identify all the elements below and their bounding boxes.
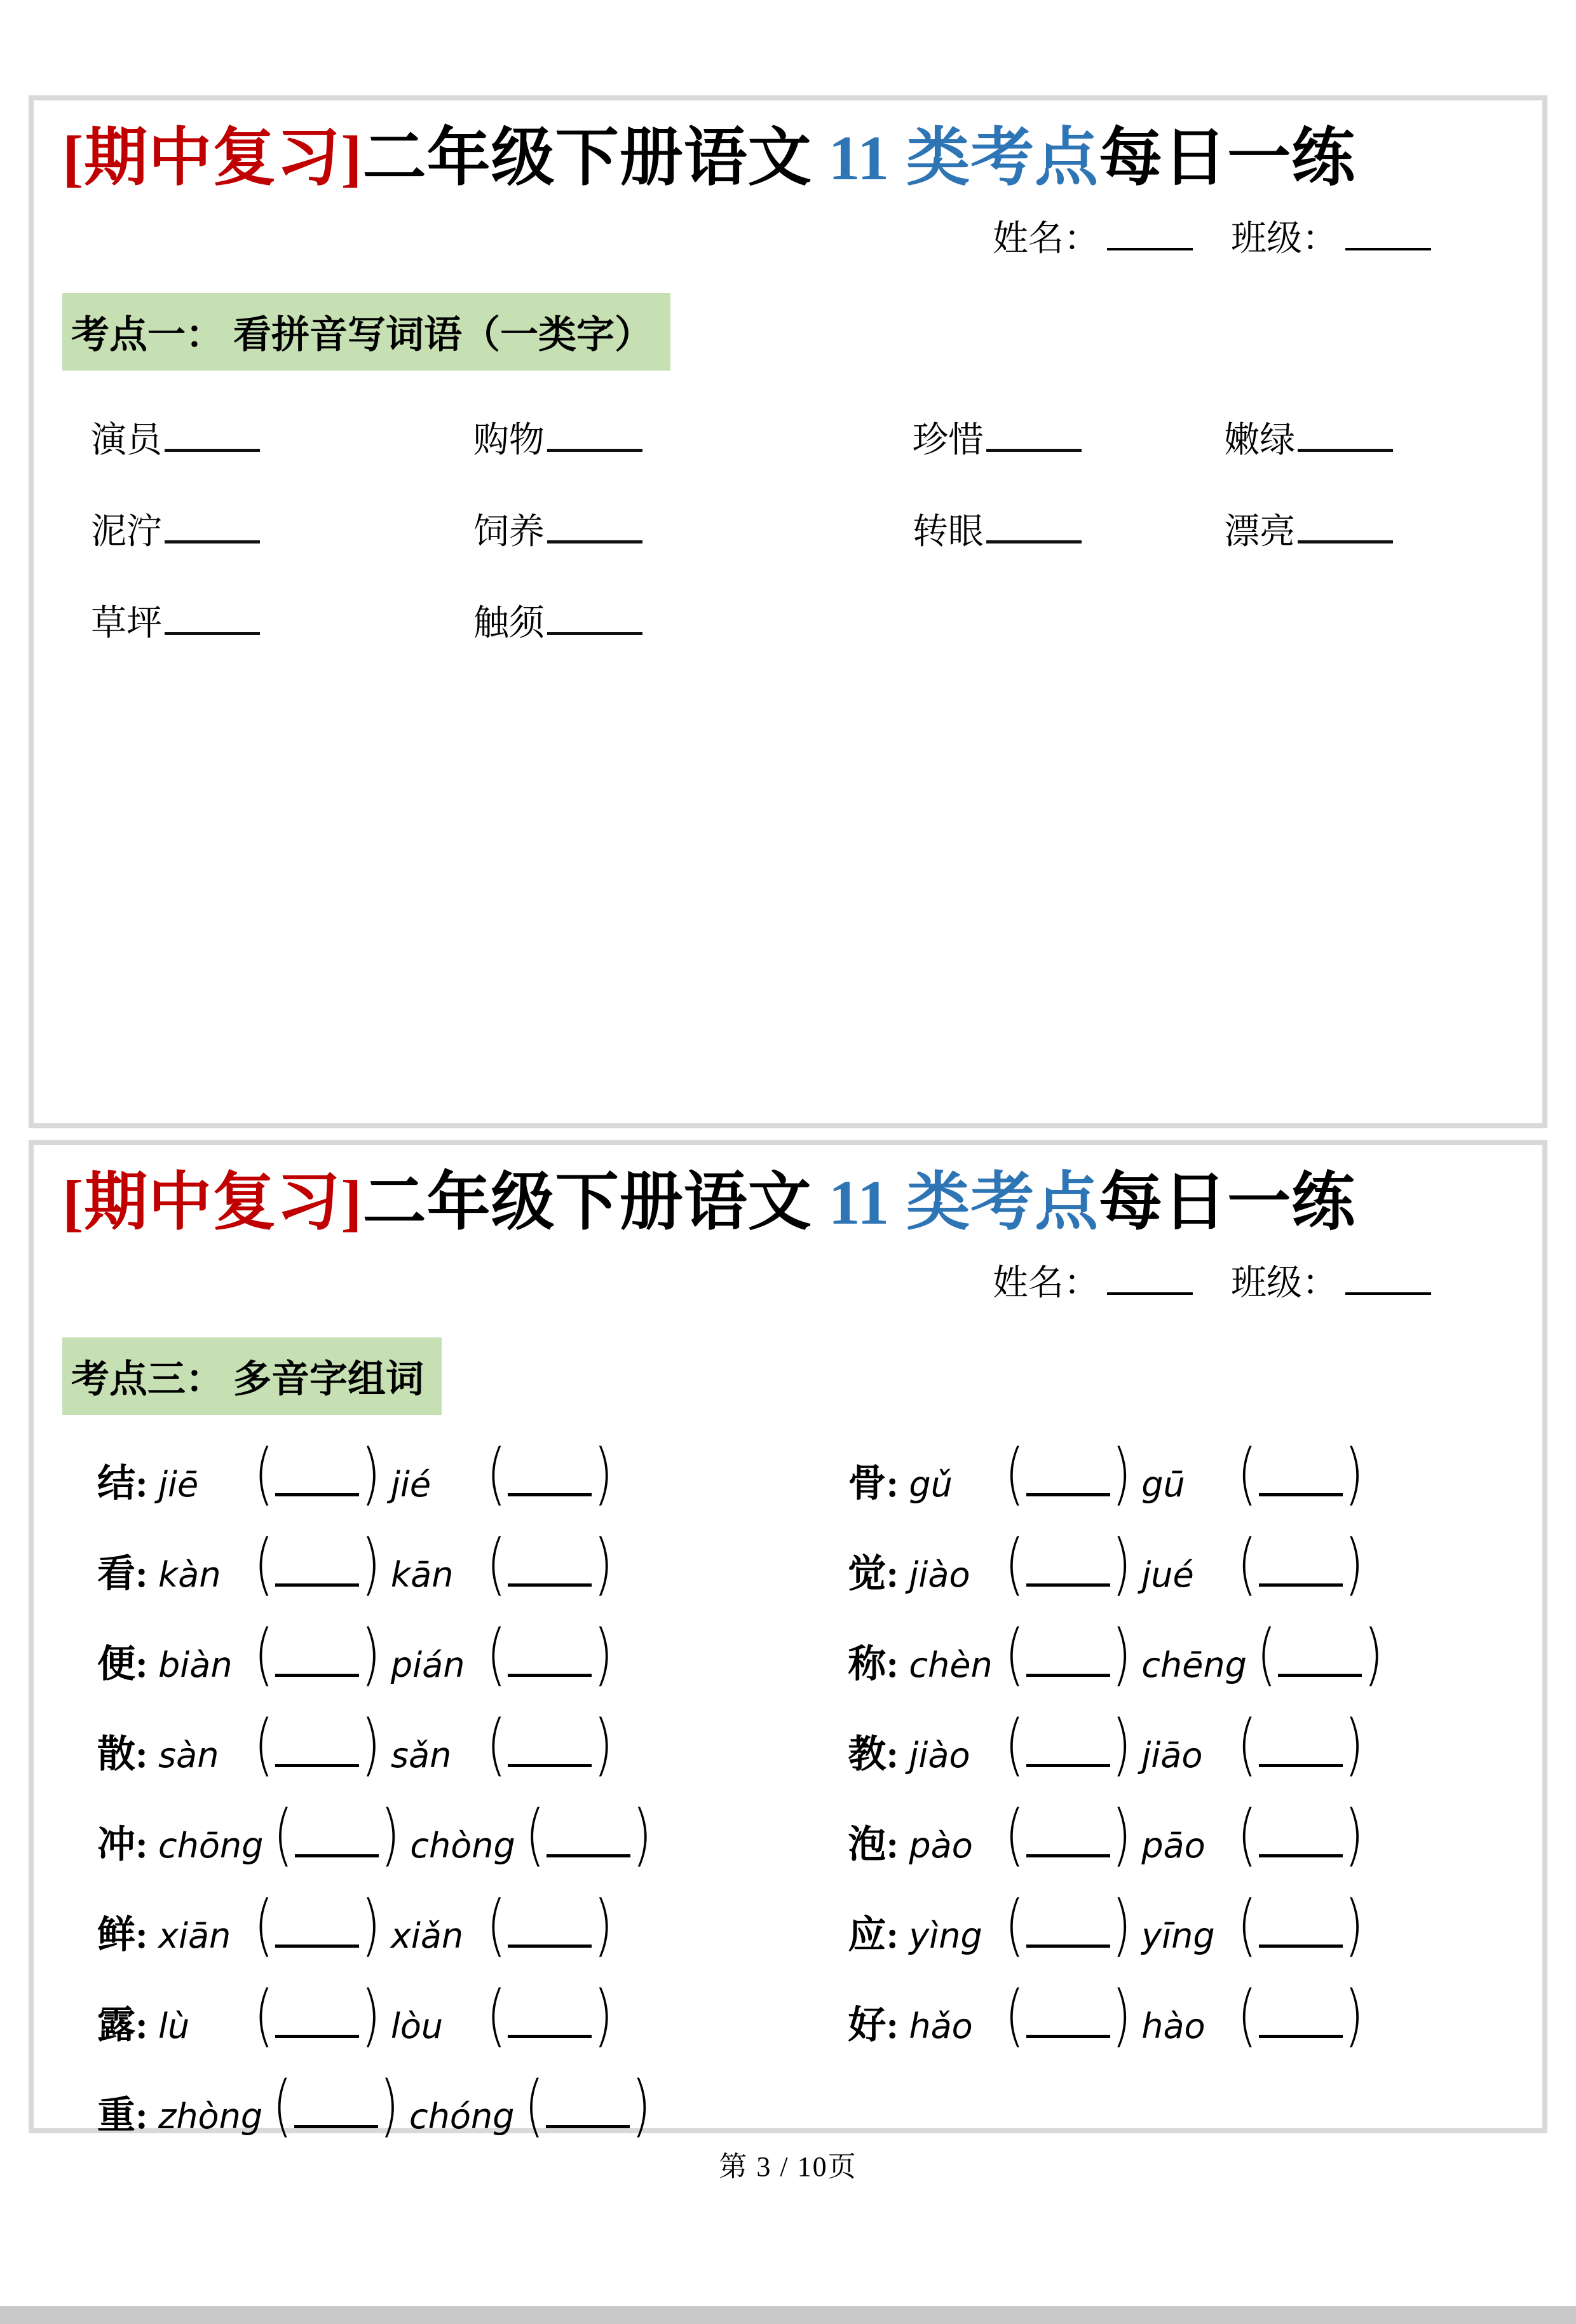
paren-close: ) [1364, 1616, 1383, 1694]
paren-open: ( [1237, 1706, 1257, 1784]
polyphone-entry [97, 1616, 848, 1694]
polyphone-char: 鲜: [97, 1914, 148, 1956]
word-text: 泥泞 [91, 512, 162, 552]
bottom-gray-bar [0, 2306, 1576, 2324]
pinyin-words-grid [62, 412, 1514, 646]
polyphone-entry [97, 1526, 848, 1604]
answer-blank [275, 1583, 359, 1587]
pinyin: chòng [410, 1826, 515, 1866]
answer-blank [986, 449, 1082, 452]
answer-parens [525, 1796, 652, 1875]
class-label: 班级： [1231, 219, 1338, 259]
pinyin: chóng [409, 2096, 515, 2136]
polyphone-entry [848, 1887, 1514, 1965]
paren-close: ) [594, 1977, 613, 2055]
word-item [1224, 503, 1507, 554]
title-tag: [期中复习] [62, 123, 363, 193]
paren-open: ( [486, 1616, 506, 1694]
answer-parens [524, 2067, 651, 2145]
answer-blank [508, 1674, 592, 1677]
pinyin: chēng [1141, 1645, 1247, 1685]
polyphone-char: 重: [97, 2095, 148, 2136]
paren-close: ) [1344, 1977, 1364, 2055]
paren-open: ( [1256, 1616, 1277, 1694]
paren-open: ( [1005, 1435, 1024, 1514]
answer-blank [1026, 1583, 1110, 1587]
pinyin: xiǎn [390, 1916, 464, 1956]
name-blank [1107, 248, 1193, 250]
class-blank [1345, 1292, 1431, 1295]
pinyin: biàn [158, 1645, 233, 1685]
paren-close: ) [361, 1526, 381, 1604]
title-practice: 每日一练 [1099, 1167, 1356, 1238]
paren-close: ) [632, 1796, 652, 1875]
answer-blank [547, 540, 642, 543]
paren-close: ) [631, 2067, 651, 2145]
title-tag: [期中复习] [62, 1167, 363, 1238]
word-text: 触须 [473, 604, 545, 643]
paren-open: ( [525, 1796, 545, 1875]
paren-close: ) [1344, 1887, 1364, 1965]
paren-close: ) [1111, 1706, 1132, 1784]
word-item [1224, 412, 1507, 463]
pinyin: pào [909, 1826, 973, 1866]
answer-blank [294, 2125, 378, 2128]
answer-parens [486, 1977, 613, 2055]
answer-blank [508, 1583, 592, 1587]
answer-blank [1298, 540, 1393, 543]
paren-open: ( [254, 1977, 274, 2055]
class-label: 班级： [1231, 1264, 1338, 1303]
paren-close: ) [1111, 1977, 1132, 2055]
answer-blank [1259, 1764, 1343, 1767]
answer-blank [547, 1854, 630, 1857]
answer-parens [486, 1706, 613, 1784]
answer-parens [486, 1435, 613, 1514]
paren-close: ) [1344, 1435, 1364, 1514]
pinyin: gǔ [909, 1465, 953, 1505]
answer-blank [986, 540, 1082, 543]
paren-open: ( [1005, 1887, 1024, 1965]
paren-close: ) [361, 1887, 381, 1965]
answer-blank [275, 2035, 359, 2038]
paren-close: ) [379, 2067, 399, 2145]
page-title [62, 123, 1514, 194]
page-title [62, 1167, 1514, 1238]
paren-close: ) [594, 1706, 613, 1784]
page-number: 第 3 / 10页 [719, 2151, 857, 2182]
answer-parens [1005, 1796, 1132, 1875]
name-label: 姓名： [993, 1264, 1099, 1303]
answer-parens [1237, 1887, 1364, 1965]
answer-parens [1005, 1526, 1132, 1604]
word-text: 饲养 [473, 512, 545, 552]
title-grade: 二年级下册语文 [362, 1167, 829, 1238]
answer-blank [1278, 1674, 1362, 1677]
polyphone-char: 好: [848, 2004, 899, 2046]
answer-blank [1026, 1674, 1110, 1677]
answer-parens [1256, 1616, 1383, 1694]
word-item [913, 412, 1224, 463]
polyphone-entry [97, 1977, 848, 2055]
answer-blank [508, 1764, 592, 1767]
paren-open: ( [1237, 1977, 1257, 2055]
answer-parens [1237, 1796, 1364, 1875]
paren-close: ) [1344, 1796, 1364, 1875]
polyphone-char: 教: [848, 1733, 899, 1775]
name-class-line [62, 210, 1514, 261]
pinyin: jiào [909, 1735, 970, 1775]
answer-blank [295, 1854, 379, 1857]
answer-parens [254, 1887, 381, 1965]
paren-open: ( [254, 1435, 274, 1514]
polyphone-char: 称: [848, 1643, 899, 1685]
paren-open: ( [273, 1796, 293, 1875]
pinyin: sǎn [390, 1735, 452, 1775]
title-count: 11 类考点 [828, 1167, 1099, 1238]
polyphone-entry [97, 1887, 848, 1965]
answer-parens [1237, 1706, 1364, 1784]
polyphone-char: 应: [848, 1914, 899, 1956]
pinyin: jiāo [1141, 1735, 1203, 1775]
paren-open: ( [1005, 1706, 1024, 1784]
word-item [913, 503, 1224, 554]
pinyin: xiān [158, 1916, 231, 1956]
section-heading-1: 考点一： 看拼音写词语（一类字） [62, 293, 670, 371]
word-text: 漂亮 [1224, 512, 1296, 552]
pinyin: jiào [909, 1555, 970, 1595]
answer-blank [1259, 1583, 1343, 1587]
polyphone-entry [97, 1706, 848, 1784]
pinyin: chèn [909, 1645, 993, 1685]
word-text: 演员 [91, 421, 162, 460]
answer-blank [275, 1764, 359, 1767]
paren-open: ( [1005, 1977, 1024, 2055]
paren-open: ( [486, 1526, 506, 1604]
word-text: 草坪 [91, 604, 162, 643]
pinyin: kān [390, 1555, 454, 1595]
word-text: 购物 [473, 421, 545, 460]
word-item [473, 595, 913, 646]
paren-close: ) [361, 1616, 381, 1694]
word-text: 嫩绿 [1224, 421, 1296, 460]
polyphone-char: 露: [97, 2004, 148, 2046]
paren-open: ( [1005, 1526, 1024, 1604]
answer-blank [1026, 1764, 1110, 1767]
answer-parens [254, 1706, 381, 1784]
polyphone-entry [97, 1435, 848, 1514]
paren-open: ( [1237, 1526, 1257, 1604]
paren-close: ) [1111, 1887, 1132, 1965]
answer-parens [254, 1977, 381, 2055]
polyphone-char: 散: [97, 1733, 148, 1775]
paren-close: ) [594, 1526, 613, 1604]
answer-blank [1026, 1854, 1110, 1857]
paren-open: ( [524, 2067, 544, 2145]
pinyin: pián [390, 1645, 465, 1685]
pinyin: lòu [390, 2006, 444, 2046]
paren-close: ) [594, 1616, 613, 1694]
paren-open: ( [1237, 1887, 1257, 1965]
pinyin: pāo [1141, 1826, 1206, 1866]
answer-blank [1026, 1945, 1110, 1948]
pinyin: hào [1141, 2006, 1206, 2046]
answer-blank [165, 540, 260, 543]
polyphone-char: 骨: [848, 1463, 899, 1505]
polyphone-char: 看: [97, 1553, 148, 1595]
pinyin: zhòng [158, 2096, 263, 2136]
polyphone-char: 便: [97, 1643, 148, 1685]
pinyin: kàn [158, 1555, 221, 1595]
word-text: 珍惜 [912, 421, 984, 460]
polyphone-char: 冲: [97, 1824, 148, 1866]
answer-blank [275, 1674, 359, 1677]
polyphone-entry [848, 1526, 1514, 1604]
answer-parens [1005, 1435, 1132, 1514]
polyphone-entry [848, 1796, 1514, 1875]
answer-parens [1005, 1616, 1132, 1694]
paren-close: ) [1344, 1526, 1364, 1604]
answer-parens [254, 1526, 381, 1604]
word-item [91, 412, 473, 463]
paren-open: ( [254, 1706, 274, 1784]
pinyin: yīng [1141, 1916, 1215, 1956]
answer-blank [547, 449, 642, 452]
answer-blank [275, 1493, 359, 1496]
title-count: 11 类考点 [828, 123, 1099, 193]
paren-open: ( [1005, 1796, 1024, 1875]
answer-parens [1005, 1706, 1132, 1784]
answer-parens [1005, 1977, 1132, 2055]
worksheet-page-1 [29, 95, 1547, 1128]
polyphone-grid [62, 1435, 1514, 2145]
title-grade: 二年级下册语文 [362, 123, 829, 193]
polyphone-entry [848, 1435, 1514, 1514]
paren-open: ( [1237, 1796, 1257, 1875]
answer-parens [1237, 1526, 1364, 1604]
pinyin: chōng [158, 1826, 264, 1866]
word-item [473, 503, 913, 554]
paren-close: ) [1344, 1706, 1364, 1784]
name-class-line [62, 1255, 1514, 1306]
answer-blank [1298, 449, 1393, 452]
answer-blank [165, 632, 260, 635]
paren-open: ( [254, 1526, 274, 1604]
paren-close: ) [361, 1977, 381, 2055]
answer-blank [165, 449, 260, 452]
paren-close: ) [1111, 1435, 1132, 1514]
answer-blank [275, 1945, 359, 1948]
answer-parens [254, 1435, 381, 1514]
paren-open: ( [486, 1706, 506, 1784]
answer-parens [1237, 1977, 1364, 2055]
answer-parens [273, 2067, 399, 2145]
title-practice: 每日一练 [1099, 123, 1356, 193]
answer-blank [1026, 1493, 1110, 1496]
class-blank [1345, 248, 1431, 250]
paren-open: ( [486, 1887, 506, 1965]
pinyin: lù [158, 2006, 190, 2046]
answer-parens [254, 1616, 381, 1694]
answer-blank [546, 2125, 630, 2128]
name-label: 姓名： [993, 219, 1099, 259]
paren-open: ( [1005, 1616, 1024, 1694]
paren-open: ( [254, 1887, 274, 1965]
answer-parens [273, 1796, 400, 1875]
paren-open: ( [486, 1435, 506, 1514]
answer-blank [547, 632, 642, 635]
word-text: 转眼 [912, 512, 984, 552]
paren-open: ( [273, 2067, 292, 2145]
answer-parens [486, 1887, 613, 1965]
pinyin: yìng [909, 1916, 982, 1956]
polyphone-entry [97, 2067, 848, 2145]
paren-open: ( [254, 1616, 274, 1694]
pinyin: jué [1141, 1555, 1194, 1595]
answer-parens [486, 1616, 613, 1694]
pinyin: jié [390, 1465, 431, 1505]
paren-close: ) [1111, 1526, 1132, 1604]
polyphone-char: 觉: [848, 1553, 899, 1595]
worksheet-page-2 [29, 1140, 1547, 2145]
answer-blank [1259, 1854, 1343, 1857]
polyphone-entry [97, 1796, 848, 1875]
polyphone-char: 结: [97, 1463, 148, 1505]
answer-blank [1259, 1493, 1343, 1496]
polyphone-entry [848, 1977, 1514, 2055]
answer-blank [1259, 2035, 1343, 2038]
paren-close: ) [594, 1435, 613, 1514]
pinyin: jiē [158, 1465, 199, 1505]
answer-blank [508, 1493, 592, 1496]
word-item [91, 503, 473, 554]
answer-parens [1005, 1887, 1132, 1965]
pinyin: sàn [158, 1735, 219, 1775]
paren-close: ) [380, 1796, 400, 1875]
answer-blank [508, 1945, 592, 1948]
polyphone-char: 泡: [848, 1824, 899, 1866]
paren-close: ) [1111, 1796, 1132, 1875]
paren-close: ) [361, 1706, 381, 1784]
paren-open: ( [486, 1977, 506, 2055]
paren-open: ( [1237, 1435, 1257, 1514]
paren-close: ) [594, 1887, 613, 1965]
word-item [91, 595, 473, 646]
answer-parens [486, 1526, 613, 1604]
answer-blank [508, 2035, 592, 2038]
section-heading-3: 考点三： 多音字组词 [62, 1337, 442, 1415]
name-blank [1107, 1292, 1193, 1295]
answer-parens [1237, 1435, 1364, 1514]
paren-close: ) [361, 1435, 381, 1514]
answer-blank [1259, 1945, 1343, 1948]
answer-blank [1026, 2035, 1110, 2038]
pinyin: hǎo [909, 2006, 973, 2046]
paren-close: ) [1111, 1616, 1132, 1694]
pinyin: gū [1141, 1465, 1185, 1505]
polyphone-entry [848, 1616, 1514, 1694]
polyphone-entry [848, 1706, 1514, 1784]
word-item [473, 412, 913, 463]
